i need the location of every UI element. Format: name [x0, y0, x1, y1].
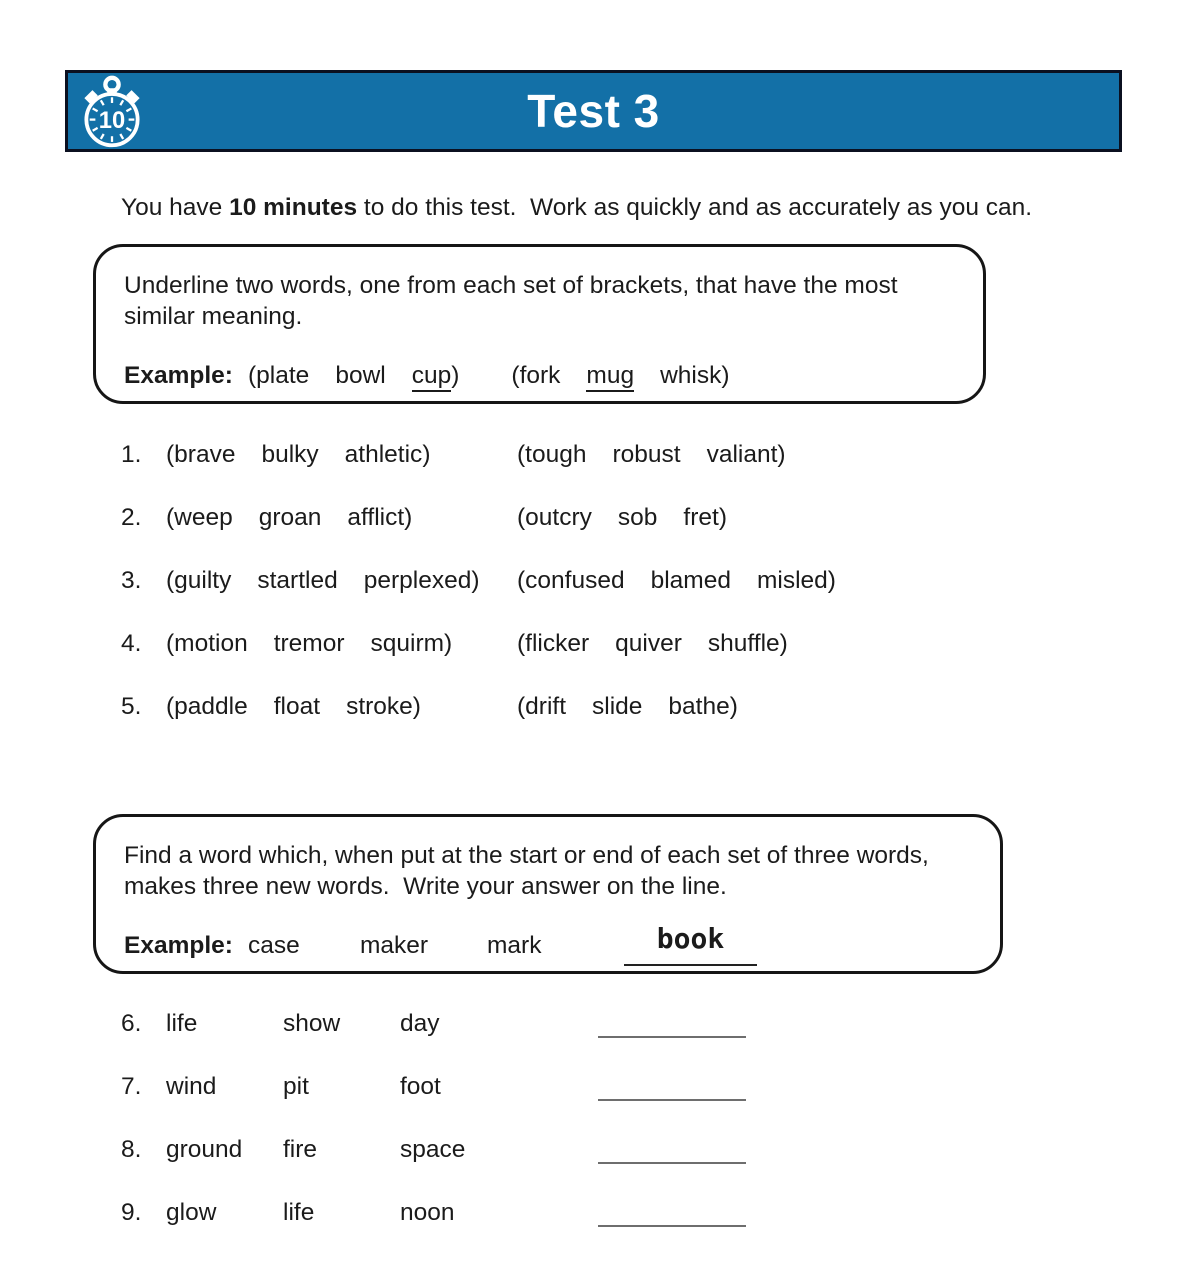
word: athletic [344, 441, 423, 468]
word: squirm [370, 630, 445, 657]
word: confused [525, 567, 625, 594]
question-number: 5. [121, 693, 142, 720]
answer-line[interactable] [598, 1036, 746, 1038]
word: stroke [346, 693, 413, 720]
word: blamed [650, 567, 731, 594]
word: motion [174, 630, 248, 657]
word: outcry [525, 504, 592, 531]
word: brave [174, 441, 236, 468]
word: life [283, 1199, 315, 1226]
section1-instruction: Underline two words, one from each set of brackets, that have the most similar meaning. [124, 272, 898, 330]
word: mug [586, 362, 634, 392]
word: weep [174, 504, 233, 531]
section2-instruction: Find a word which, when put at the start or end of each set of three words, makes three new words. Write your answer on the line. [124, 842, 929, 900]
bracket-group-right: (drift slide bathe) [517, 693, 738, 720]
word: valiant [706, 441, 778, 468]
question-row [121, 693, 836, 721]
intro-suffix: to do this test. Work as quickly and as accurately as you can. [357, 194, 1033, 221]
word: fork [519, 362, 561, 389]
question-row [121, 504, 836, 532]
word: life [166, 1010, 198, 1037]
word: paddle [174, 693, 248, 720]
bracket-group-right: (outcry sob fret) [517, 504, 727, 531]
example-label: Example: [124, 362, 233, 389]
word: wind [166, 1073, 217, 1100]
question-number: 4. [121, 630, 142, 657]
example-bracket-group: (fork mug whisk) [511, 362, 729, 390]
word: misled [756, 567, 828, 594]
question-number: 9. [121, 1199, 142, 1226]
question-row [121, 1010, 465, 1038]
word: afflict [347, 504, 405, 531]
question-number: 1. [121, 441, 142, 468]
word: bowl [335, 362, 386, 389]
question-row [121, 567, 836, 595]
bracket-group-left: (motion tremor squirm) [166, 630, 453, 657]
page-title: Test 3 [527, 85, 660, 137]
word: quiver [615, 630, 682, 657]
word: fire [283, 1136, 318, 1163]
word: case [248, 932, 300, 959]
word: perplexed [363, 567, 472, 594]
question-number: 2. [121, 504, 142, 531]
word: ground [166, 1136, 243, 1163]
test-header-bar [65, 70, 1122, 152]
word: cup [412, 362, 452, 392]
word: tough [525, 441, 587, 468]
intro-prefix: You have [121, 194, 230, 221]
section1-instruction-box [93, 244, 986, 404]
word: shuffle [707, 630, 780, 657]
word: robust [612, 441, 681, 468]
question-number: 3. [121, 567, 142, 594]
word: tremor [273, 630, 345, 657]
word: guilty [174, 567, 232, 594]
bracket-group-right: (tough robust valiant) [517, 441, 786, 468]
word: plate [256, 362, 310, 389]
section2-example-row [124, 922, 976, 978]
answer-line[interactable] [598, 1225, 746, 1227]
word: float [273, 693, 321, 720]
word: slide [592, 693, 643, 720]
example-bracket-group: (plate bowl cup) [248, 362, 459, 390]
word: whisk [660, 362, 722, 389]
section2-instruction-box [93, 814, 1003, 974]
word: drift [525, 693, 567, 720]
word: bulky [261, 441, 319, 468]
word: flicker [525, 630, 590, 657]
question-row [121, 441, 836, 469]
word: show [283, 1010, 341, 1037]
bracket-group-left: (weep groan afflict) [166, 504, 413, 531]
question-number: 6. [121, 1010, 142, 1037]
timer-minutes-label: 10 [98, 107, 126, 135]
bracket-group-right: (confused blamed misled) [517, 567, 836, 594]
word: maker [360, 932, 429, 959]
bracket-group-right: (flicker quiver shuffle) [517, 630, 788, 657]
word: pit [283, 1073, 309, 1100]
section1-example-row [124, 362, 943, 390]
word: bathe [668, 693, 730, 720]
word: groan [258, 504, 322, 531]
bracket-group-left: (paddle float stroke) [166, 693, 421, 720]
word: mark [487, 932, 542, 959]
intro-duration: 10 minutes [229, 194, 358, 221]
question-row [121, 1199, 465, 1227]
word: noon [400, 1199, 455, 1226]
word: day [400, 1010, 440, 1037]
question-number: 7. [121, 1073, 142, 1100]
intro-text [121, 194, 1032, 222]
section2-items [121, 1010, 465, 1262]
word: sob [617, 504, 658, 531]
example-answer-line [624, 922, 757, 966]
question-row [121, 630, 836, 658]
question-row [121, 1136, 465, 1164]
section1-items [121, 441, 836, 756]
word: foot [400, 1073, 441, 1100]
answer-line[interactable] [598, 1162, 746, 1164]
answer-line[interactable] [598, 1099, 746, 1101]
example-answer: book [656, 922, 725, 955]
word: startled [257, 567, 338, 594]
word: space [400, 1136, 466, 1163]
word: fret [683, 504, 719, 531]
question-number: 8. [121, 1136, 142, 1163]
word: glow [166, 1199, 217, 1226]
question-row [121, 1073, 465, 1101]
bracket-group-left: (guilty startled perplexed) [166, 567, 480, 594]
bracket-group-left: (brave bulky athletic) [166, 441, 431, 468]
example-label: Example: [124, 932, 233, 959]
